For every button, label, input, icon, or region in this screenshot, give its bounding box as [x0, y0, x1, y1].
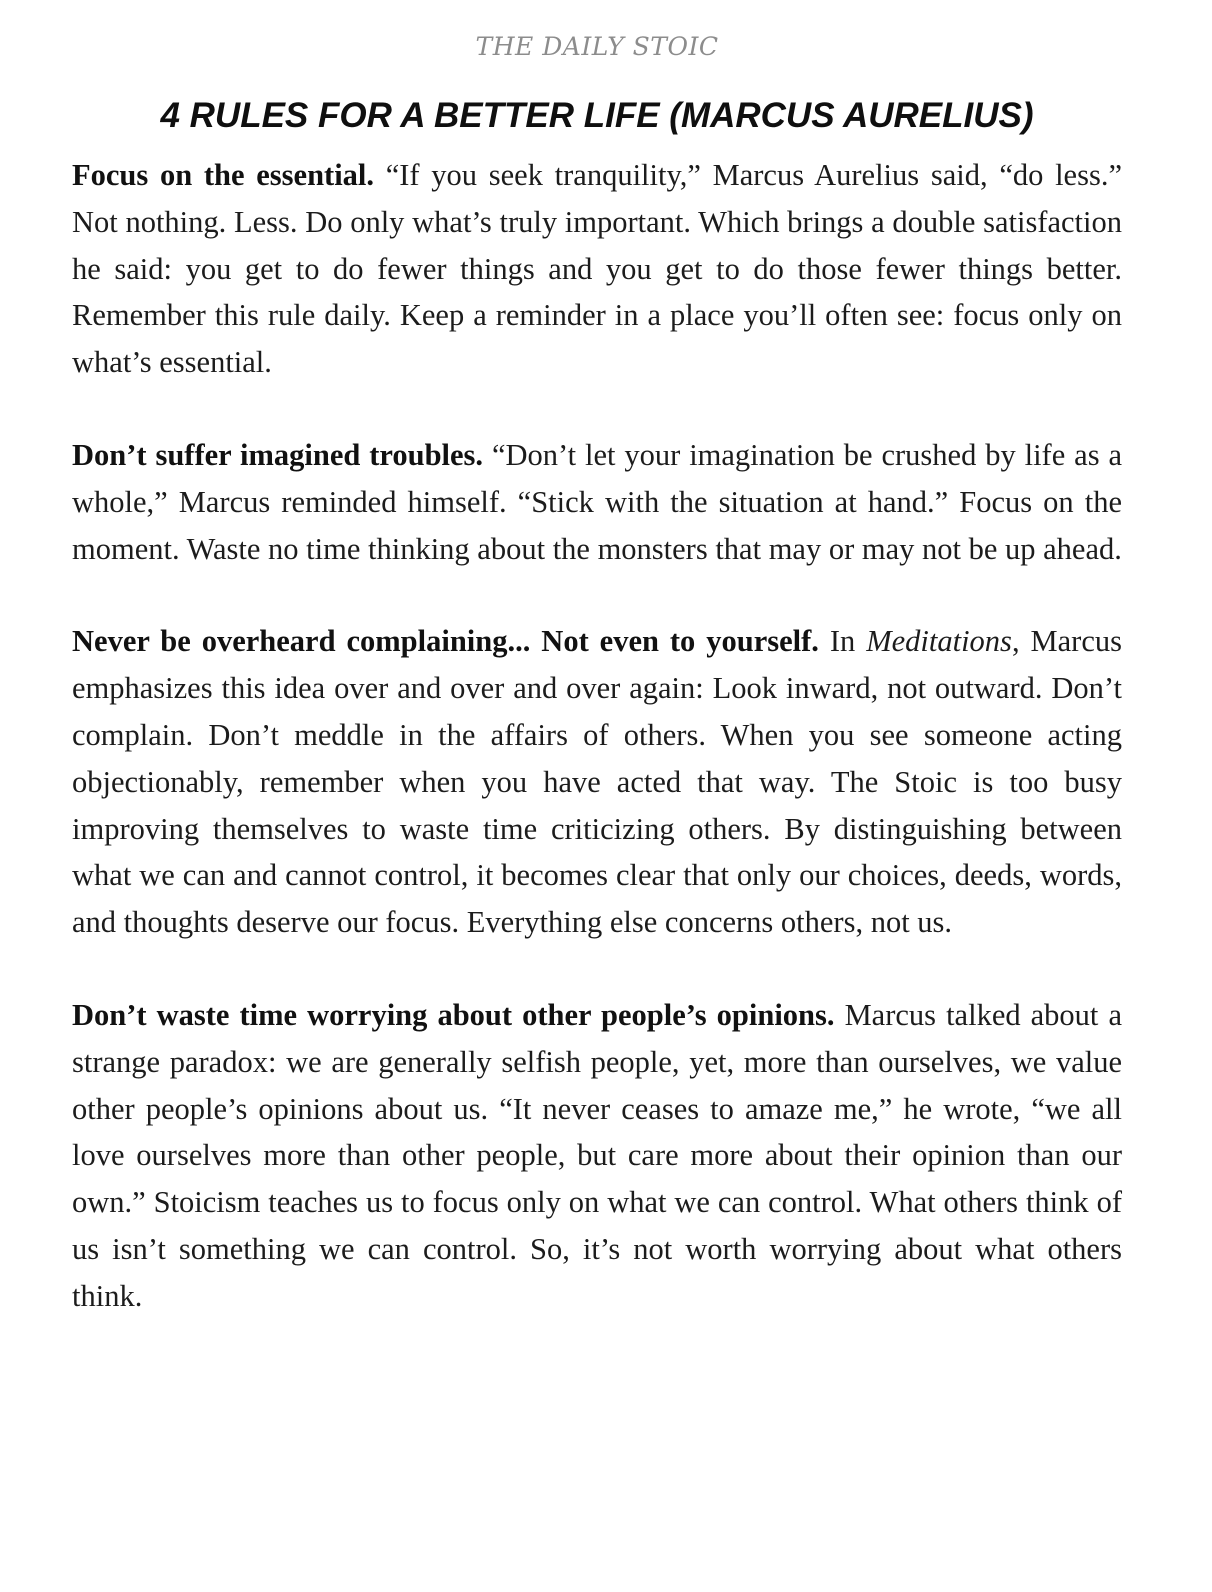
rule-heading-4: Don’t waste time worrying about other people’s opinions.	[72, 997, 835, 1032]
rule-paragraph-4	[72, 992, 1122, 1320]
rule-body-4: Marcus talked about a strange paradox: we are generally selfish people, yet, more than ourselves, we value other people’s opinions about us. “It never ceases to amaze me,” he wrote, “we all love ourselves more than other people, but care more about their opinion than our own.” Stoicism teaches us to focus only on what we can control. What others think of us isn’t something we can control. So, it’s not worth worrying about what others think.	[72, 997, 1122, 1313]
rule-heading-3: Never be overheard complaining... Not even to yourself.	[72, 624, 819, 659]
running-head: THE DAILY STOIC	[475, 32, 719, 61]
rule-body-3-prefix: In	[818, 624, 867, 659]
book-page	[72, 0, 1122, 1320]
rule-paragraph-1	[72, 152, 1122, 386]
book-title-meditations: Meditations	[866, 624, 1012, 659]
rule-heading-1: Focus on the essential.	[72, 158, 375, 192]
rule-paragraph-2	[72, 432, 1122, 572]
rule-body-1: “If you seek tranquility,” Marcus Aurelius said, “do less.” Not nothing. Less. Do only what’s truly important. Which brings a double satisfaction he said: you get to do fewer things and you get to do those fewer things better. Remember this rule daily. Keep a reminder in a place you’ll often see: focus only on what’s essential.	[72, 158, 1122, 380]
rule-heading-2: Don’t suffer imagined troubles.	[72, 437, 484, 472]
rule-paragraph-3	[72, 618, 1122, 946]
rule-body-3: , Marcus emphasizes this idea over and over and over again: Look inward, not outward. Don’t complain. Don’t meddle in the affairs of others. When you see someone acting objectionably, remember when you have acted that way. The Stoic is too busy improving themselves to waste time criticizing others. By distinguishing between what we can and cannot control, it becomes clear that only our choices, deeds, words, and thoughts deserve our focus. Everything else concerns others, not us.	[72, 624, 1122, 940]
page-title: 4 RULES FOR A BETTER LIFE (MARCUS AURELIUS)	[160, 96, 1034, 135]
rule-body-2: “Don’t let your imagination be crushed by life as a whole,” Marcus reminded himself. “Stick with the situation at hand.” Focus on the moment. Waste no time thinking about the monsters that may or may not be up ahead.	[72, 437, 1122, 566]
